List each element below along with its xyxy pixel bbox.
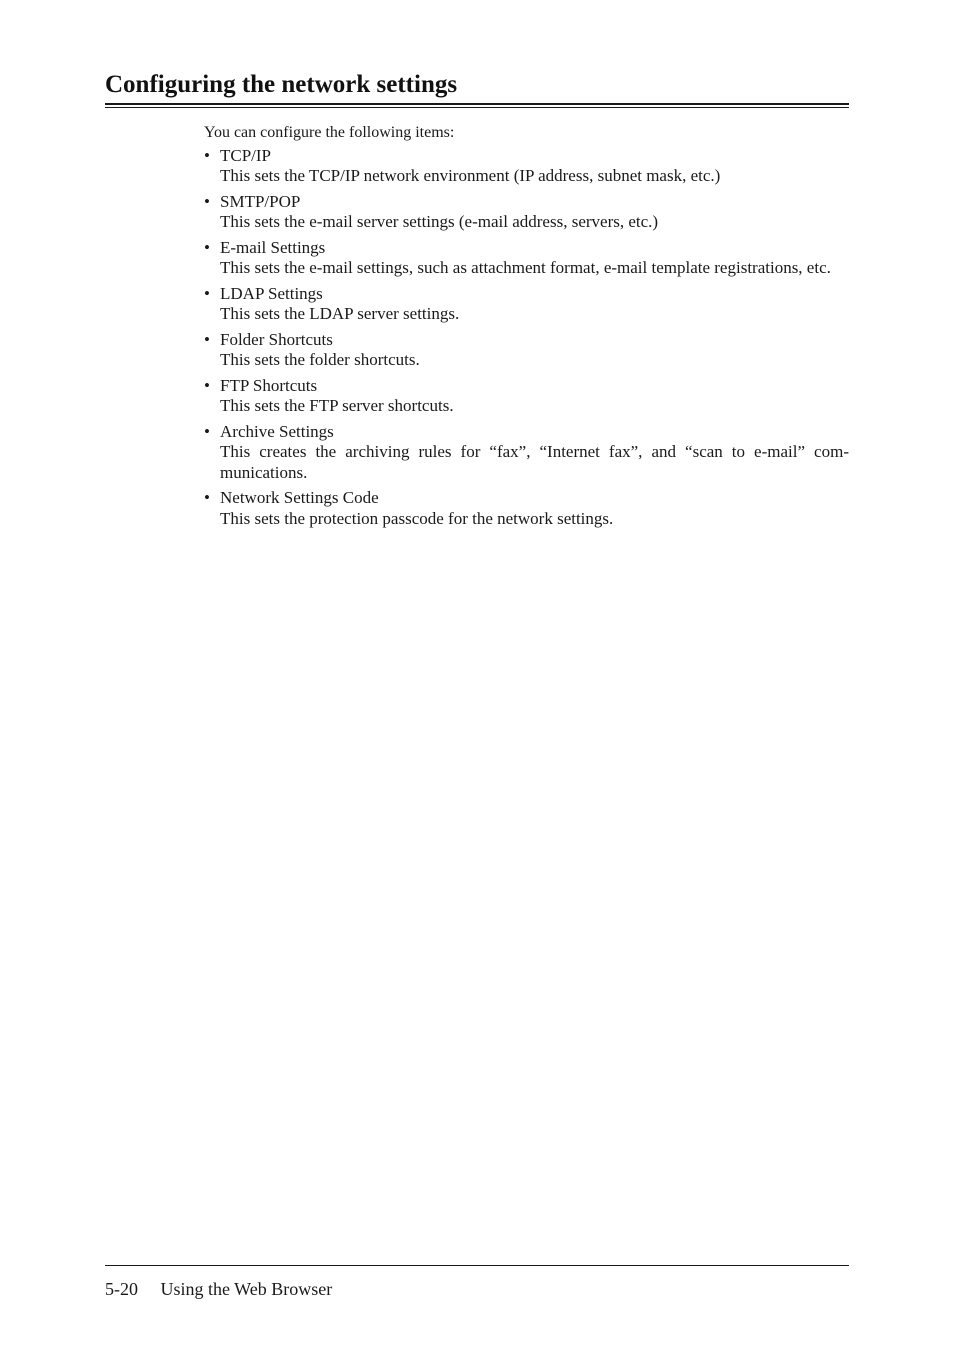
- list-item-folder-shortcuts: [204, 330, 849, 371]
- page-title: Configuring the network settings: [105, 71, 458, 98]
- bullet-icon: •: [204, 375, 210, 395]
- list-item-ldap-settings: [204, 284, 849, 325]
- list-item-email-settings: [204, 238, 849, 279]
- item-name: TCP/IP: [220, 145, 272, 165]
- footer-section-title: Using the Web Browser: [160, 1279, 333, 1299]
- item-description: This sets the LDAP server settings.: [220, 304, 460, 323]
- list-item-tcp-ip: [204, 146, 849, 187]
- item-description: This sets the TCP/IP network environment (IP address, subnet mask, etc.): [220, 166, 721, 185]
- item-description: This sets the protection passcode for the network settings.: [220, 508, 614, 528]
- bullet-icon: •: [204, 421, 210, 441]
- intro-text: You can configure the following items:: [204, 124, 455, 141]
- bullet-icon: •: [204, 329, 210, 349]
- item-name: FTP Shortcuts: [220, 375, 318, 395]
- item-name: Network Settings Code: [220, 488, 379, 507]
- content-body: [204, 123, 849, 534]
- item-name: Archive Settings: [220, 421, 334, 441]
- bullet-icon: •: [204, 283, 210, 303]
- list-item-network-settings-code: [204, 488, 849, 529]
- footer-rule: [105, 1265, 849, 1266]
- bullet-icon: •: [204, 237, 210, 257]
- item-description: This sets the e-mail server settings (e-mail address, servers, etc.): [220, 212, 659, 231]
- item-name: Folder Shortcuts: [220, 329, 333, 349]
- bullet-icon: •: [204, 191, 210, 211]
- title-double-rule: [105, 103, 849, 108]
- page-number: 5-20: [105, 1279, 138, 1299]
- item-description: This sets the folder shortcuts.: [220, 350, 420, 369]
- item-name: LDAP Settings: [220, 283, 323, 303]
- item-description: This sets the FTP server shortcuts.: [220, 396, 454, 415]
- item-name: E-mail Settings: [220, 237, 326, 257]
- item-description: This sets the e-mail settings, such as attachment format, e-mail template registrations, etc.: [220, 258, 831, 277]
- list-item-archive-settings: [204, 422, 849, 484]
- item-description: This creates the archiving rules for “fax”, “Internet fax”, and “scan to e-mail” communications.: [220, 442, 849, 482]
- settings-list: [204, 146, 849, 530]
- list-item-smtp-pop: [204, 192, 849, 233]
- bullet-icon: •: [204, 488, 210, 507]
- list-item-ftp-shortcuts: [204, 376, 849, 417]
- item-name: SMTP/POP: [220, 191, 301, 211]
- bullet-icon: •: [204, 145, 210, 165]
- page-footer: [105, 1278, 332, 1300]
